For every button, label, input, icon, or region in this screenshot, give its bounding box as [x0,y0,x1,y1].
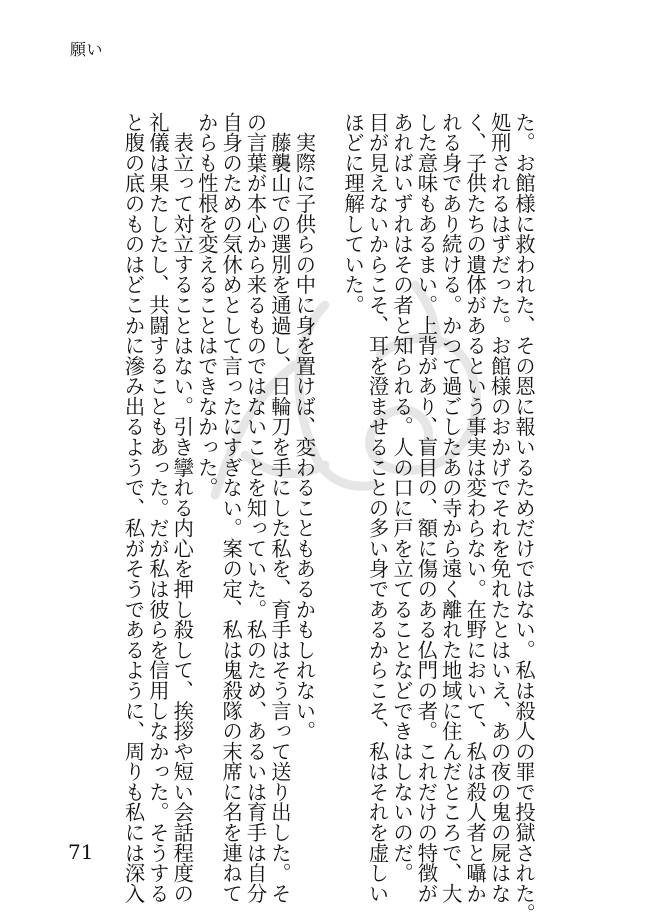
body-text [121,112,536,924]
text-column: と腹の底のものはどこかに滲み出るようで、私がそうであるように、周りも私には深入 [121,112,146,904]
text-column: く、子供たちの遺体があるという事実は変わらない。在野において、私は殺人者と囁か [463,112,488,904]
section-break [316,112,340,834]
text-column: の言葉が本心から来るものではないことを知っていた。私のため、あるいは育手は自分 [243,112,268,904]
text-column: 礼儀は果たしたし、共闘することもあった。だが私は彼らを信用しなかった。そうする [145,112,170,904]
text-column: れる身であり続ける。かつて過ごしたあの寺から遠く離れた地域に住んだところで、大 [438,112,463,904]
running-head-title: 願い [70,40,104,59]
text-column: した意味もあるまい。上背があり、盲目の、額に傷のある仏門の者。これだけの特徴が [414,112,439,904]
text-column: 自身のための気休めとして言ったにすぎない。案の定、私は鬼殺隊の末席に名を連ねて [219,112,244,904]
text-column: からも性根を変えることはできなかった。 [194,112,219,498]
text-column: ほどに理解していた。 [341,112,366,315]
page-number: 71 [68,840,94,864]
text-column: 藤襲山での選別を通過し、日輪刀を手にした私を、育手はそう言って送り出した。そ [267,112,292,904]
text-column: あればいずれはその者と知られる。人の口に戸を立てることなどできはしないのだ。 [389,112,414,884]
text-column: た。お館様に救われた、その恩に報いるためだけではない。私は殺人の罪で投獄された。 [512,112,536,924]
text-column: 目が見えないからこそ、耳を澄ませることの多い身であるからこそ、私はそれを虚しい [365,112,390,904]
text-column: 実際に子供らの中に身を置けば、変わることもあるかもしれない。 [292,112,317,741]
text-column: 表立って対立することはない。引き攣れる内心を押し殺して、挨拶や短い会話程度の [170,112,195,904]
text-column: 処刑されるはずだった。お館様のおかげでそれを免れたとはいえ、あの夜の鬼の屍はな [487,112,512,904]
